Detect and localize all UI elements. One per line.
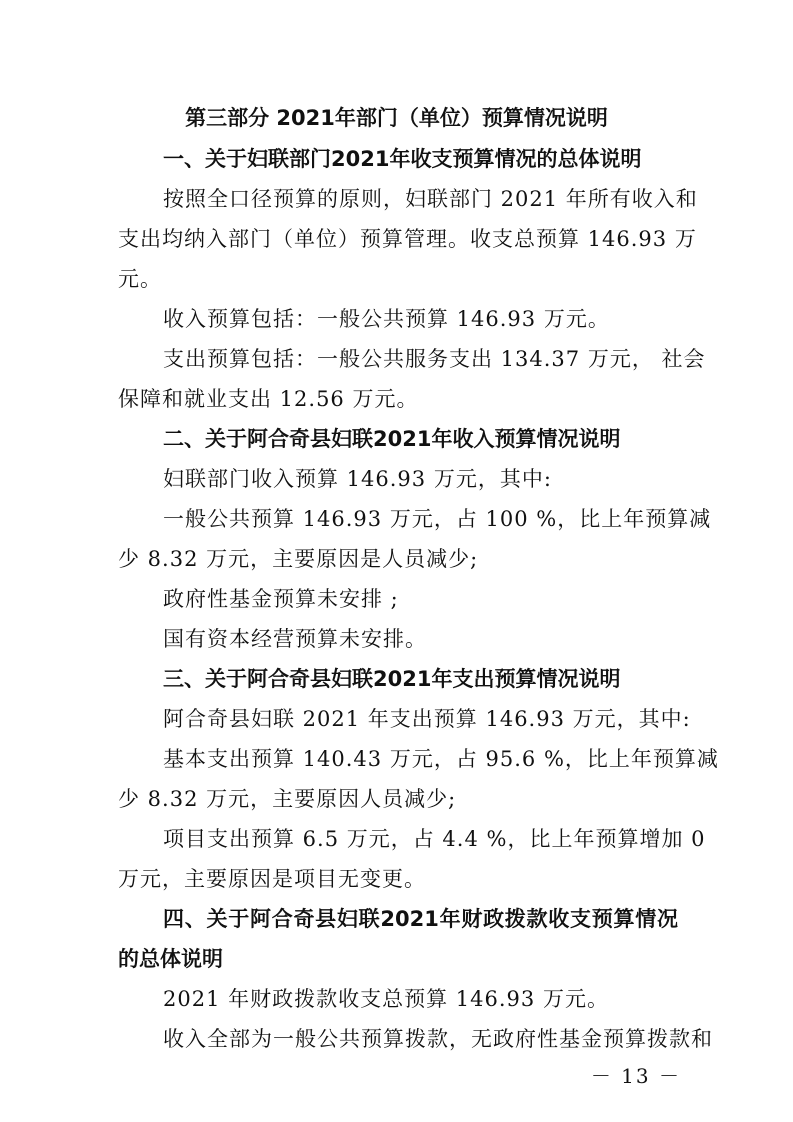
paragraph-line: 阿合奇县妇联 2021 年支出预算 146.93 万元，其中:	[163, 707, 691, 731]
paragraph-line: 国有资本经营预算未安排。	[163, 627, 427, 651]
page-number: － 13 －	[590, 1064, 681, 1088]
page-title: 第三部分 2021年部门（单位）预算情况说明	[185, 106, 608, 130]
section-heading-1: 一、关于妇联部门2021年收支预算情况的总体说明	[163, 147, 642, 171]
paragraph-line: 政府性基金预算未安排 ;	[163, 587, 399, 611]
paragraph-line: 基本支出预算 140.43 万元，占 95.6 %，比上年预算减	[163, 747, 719, 771]
paragraph-line: 妇联部门收入预算 146.93 万元，其中:	[163, 467, 552, 491]
paragraph-line: 支出均纳入部门（单位）预算管理。收支总预算 146.93 万	[118, 227, 697, 251]
paragraph-line: 支出预算包括：一般公共服务支出 134.37 万元， 社会	[163, 347, 706, 371]
paragraph-line: 保障和就业支出 12.56 万元。	[118, 387, 419, 411]
section-heading-3: 三、关于阿合奇县妇联2021年支出预算情况说明	[163, 667, 621, 691]
section-heading-4: 四、关于阿合奇县妇联2021年财政拨款收支预算情况	[163, 907, 678, 931]
paragraph-line: 少 8.32 万元，主要原因人员减少;	[118, 787, 457, 811]
section-heading-4-continued: 的总体说明	[118, 947, 223, 971]
paragraph-line: 收入预算包括：一般公共预算 146.93 万元。	[163, 307, 610, 331]
paragraph-line: 万元，主要原因是项目无变更。	[118, 867, 426, 891]
section-heading-2: 二、关于阿合奇县妇联2021年收入预算情况说明	[163, 427, 621, 451]
paragraph-line: 一般公共预算 146.93 万元，占 100 %，比上年预算减	[163, 507, 712, 531]
paragraph-line: 少 8.32 万元，主要原因是人员减少;	[118, 547, 479, 571]
paragraph-line: 按照全口径预算的原则，妇联部门 2021 年所有收入和	[163, 187, 698, 211]
paragraph-line: 2021 年财政拨款收支总预算 146.93 万元。	[163, 987, 609, 1011]
paragraph-line: 元。	[118, 267, 162, 291]
paragraph-line: 收入全部为一般公共预算拨款，无政府性基金预算拨款和	[163, 1027, 713, 1051]
paragraph-line: 项目支出预算 6.5 万元，占 4.4 %，比上年预算增加 0	[163, 827, 706, 851]
